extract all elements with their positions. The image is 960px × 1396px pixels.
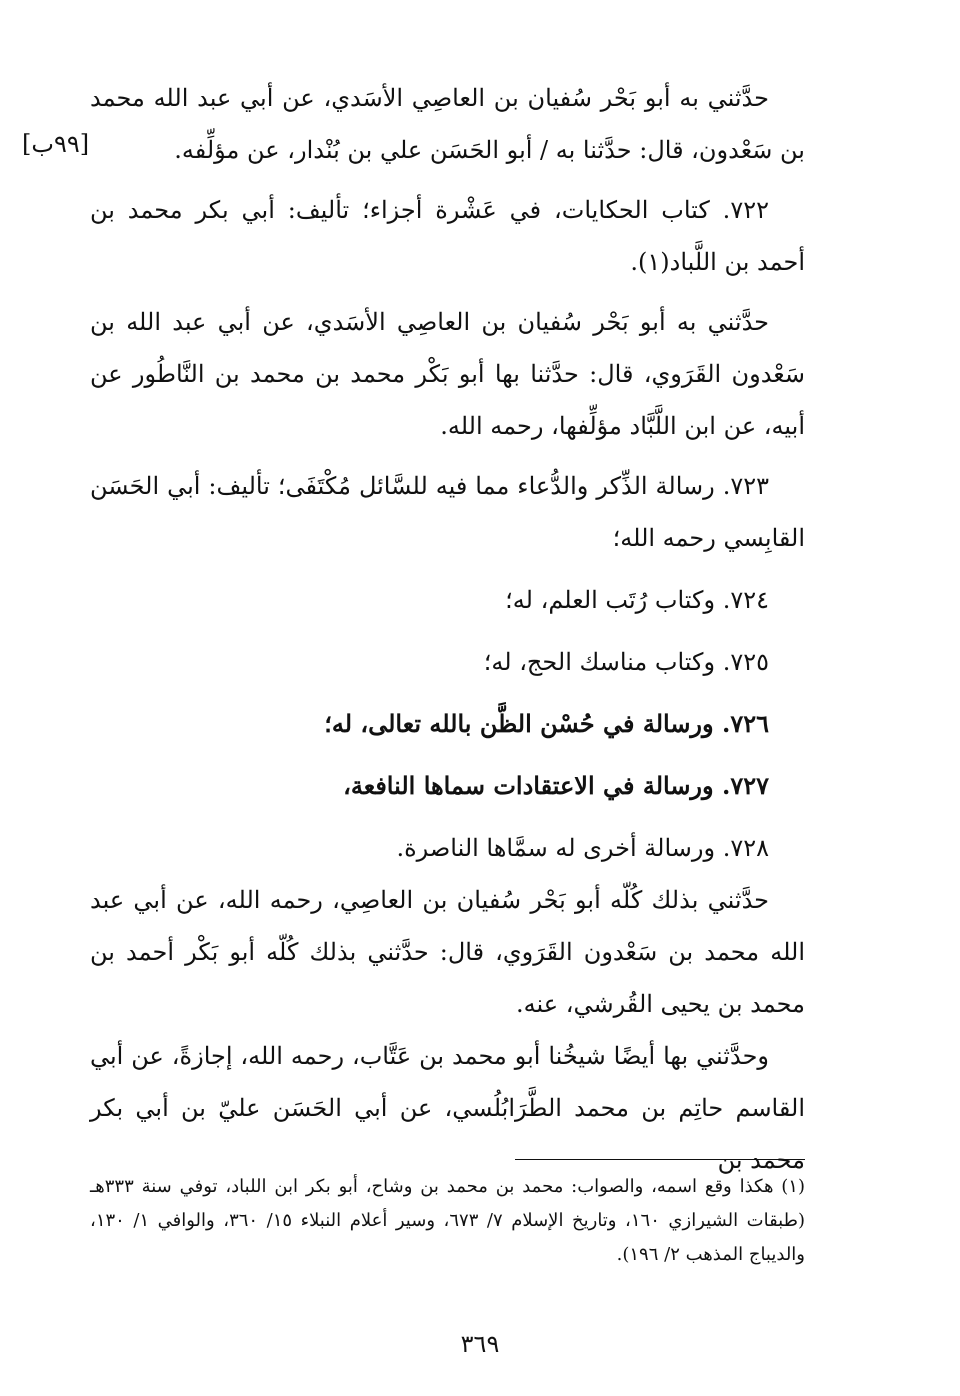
paragraph-4: وحدَّثني بها أيضًا شيخُنا أبو محمد بن عَتَّاب، رحمه الله، إجازةً، عن أبي القاسم حاتِم بن محمد الطَّرَابُلُسي، عن أبي الحَسَن عليّ بن أبي بكر محمد بن [90,1042,805,1174]
footnote: (١) هكذا وقع اسمه، والصواب: محمد بن محمد بن وشاح، أبو بكر ابن اللباد، توفي سنة ٣٣٣هـ (طبقات الشيرازي ١٦٠، وتاريخ الإسلام ٧/ ٦٧٣، وسير أعلام النبلاء ١٥/ ٣٦٠، والوافي ١/ ١٣٠، والديباج المذهب ٢/ ١٩٦). [90,1176,805,1265]
entry-728: ٧٢٨. ورسالة أخرى له سمَّاها الناصرة. [396,834,769,862]
entry-724: ٧٢٤. وكتاب رُتَب العلم، له؛ [505,586,769,614]
paragraph-3: حدَّثني بذلك كُلّه أبو بَحْر سُفيان بن العاصِي، رحمه الله، عن أبي عبد الله محمد بن سَعْدون القَرَوي، قال: حدَّثني بذلك كُلّه أبو بَكْر أحمد بن محمد بن يحيى القُرشي، عنه. [90,886,805,1018]
entry-722: ٧٢٢. كتاب الحكايات، في عَشْرة أجزاء؛ تأليف: أبي بكر محمد بن أحمد بن اللَّباد(١). [90,196,805,276]
paragraph-1: حدَّثني به أبو بَحْر سُفيان بن العاصِي الأسَدي، عن أبي عبد الله محمد بن سَعْدون، قال: حدَّثنا به / أبو الحَسَن علي بن بُنْدار، عن مؤلِّفه. [90,84,805,164]
paragraph-2: حدَّثني به أبو بَحْر سُفيان بن العاصِي الأسَدي، عن أبي عبد الله بن سَعْدون القَرَوي، قال: حدَّثنا بها أبو بَكْر محمد بن محمد بن النَّاطُور عن أبيه، عن ابن اللَّبَّاد مؤلِّفها، رحمه الله. [90,308,805,440]
main-text [90,72,805,1186]
entry-726: ٧٢٦. ورسالة في حُسْن الظَّن بالله تعالى، له؛ [324,709,769,738]
entry-725: ٧٢٥. وكتاب مناسك الحج، له؛ [483,648,769,676]
manuscript-folio-mark: [٩٩ب] [22,130,90,158]
page-number: ٣٦٩ [460,1330,500,1358]
footnote-divider [515,1159,805,1160]
entry-723: ٧٢٣. رسالة الذِّكر والدُّعاء مما فيه للسَّائل مُكْتَفَى؛ تأليف: أبي الحَسَن القابِسي رحمه الله؛ [90,472,805,552]
entry-727: ٧٢٧. ورسالة في الاعتقادات سماها النافعة، [343,771,769,800]
